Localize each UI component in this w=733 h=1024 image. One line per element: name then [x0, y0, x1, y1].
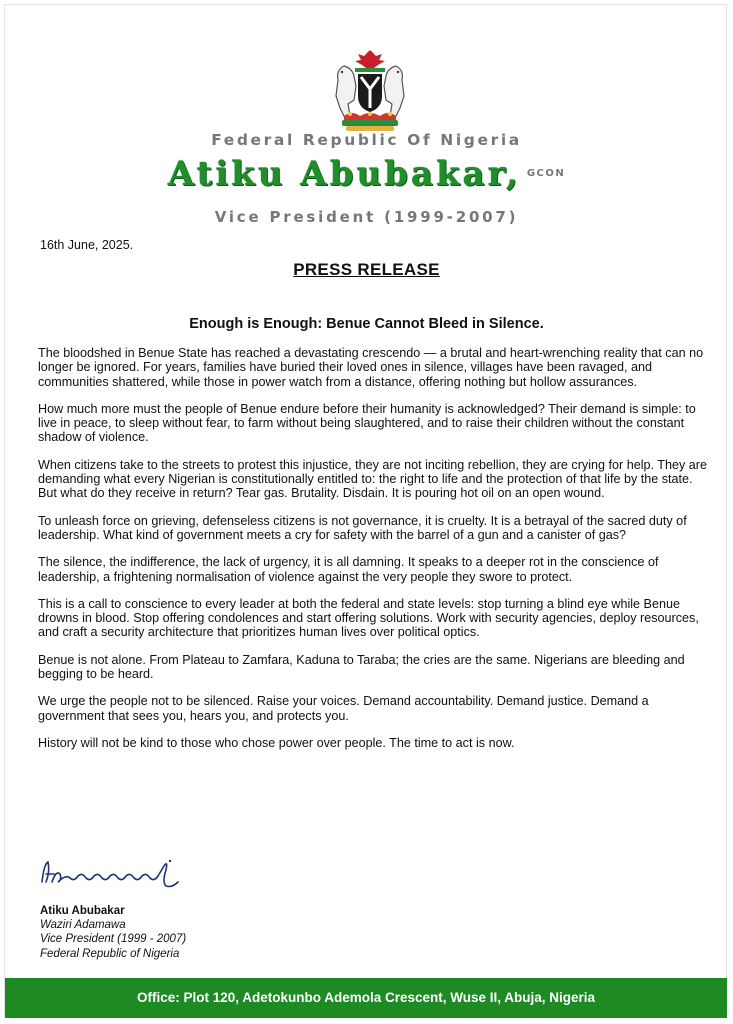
- paragraph: To unleash force on grieving, defenseless citizens is not governance, it is cruelty. It is a betrayal of the sacred duty of leadership. What kind of government meets a cry for safety with the barrel of a gun and a canister of gas?: [38, 513, 687, 542]
- headline: Enough is Enough: Benue Cannot Bleed in Silence.: [189, 316, 544, 332]
- organization-name: Federal Republic Of Nigeria: [211, 131, 522, 149]
- honor-title: GCON: [526, 168, 566, 179]
- signatory-title-line: Waziri Adamawa: [40, 919, 126, 932]
- signatory-name: Atiku Abubakar: [40, 905, 125, 917]
- letterhead-name-row: [0, 154, 733, 194]
- paragraph: History will not be kind to those who chose power over people. The time to act is now.: [38, 735, 515, 750]
- signature-block: [40, 904, 186, 961]
- paragraph: When citizens take to the streets to protest this injustice, they are not inciting rebellion, they are crying for help. They are demanding what every Nigerian is constitutionally entitled to: the right to life and the protection of that life by the state. But what do they receive in return? Tear gas. Brutality. Disdain. It is pouring hot oil on an open wound.: [38, 457, 707, 501]
- office-address-footer: Office: Plot 120, Adetokunbo Ademola Crescent, Wuse II, Abuja, Nigeria: [5, 978, 727, 1018]
- coat-of-arms-icon: [322, 46, 418, 134]
- paragraph: The silence, the indifference, the lack of urgency, it is all damning. It speaks to a deeper rot in the conscience of leadership, a frightening normalisation of violence against the very people they swore to protect.: [38, 555, 659, 584]
- paragraph: Benue is not alone. From Plateau to Zamfara, Kaduna to Taraba; the cries are the same. Nigerians are bleeding and begging to be heard.: [38, 652, 685, 682]
- sender-name: Atiku Abubakar,: [167, 154, 521, 194]
- document-heading: PRESS RELEASE: [293, 260, 440, 279]
- release-date: 16th June, 2025.: [40, 238, 134, 252]
- signatory-title-line: Federal Republic of Nigeria: [40, 947, 180, 960]
- paragraph: This is a call to conscience to every leader at both the federal and state levels: stop turning a blind eye while Benue drowns in blood. Stop offering condolences and start offering solutions. Work with security agencies, deploy resources, and craft a security architecture that prioritizes human lives over political optics.: [38, 596, 699, 640]
- signature-icon: [38, 852, 198, 896]
- paragraph: We urge the people not to be silenced. Raise your voices. Demand accountability. Demand justice. Demand a government that sees you, hears you, and protects you.: [38, 694, 649, 723]
- body-text: [38, 346, 714, 763]
- sender-title: Vice President (1999-2007): [214, 208, 519, 226]
- paragraph: How much more must the people of Benue endure before their humanity is acknowledged? Their demand is simple: to live in peace, to sleep without fear, to farm without being slaughtered, and to raise their children without the constant shadow of violence.: [38, 401, 696, 445]
- signatory-title-line: Vice President (1999 - 2007): [40, 933, 187, 946]
- paragraph: The bloodshed in Benue State has reached a devastating crescendo — a brutal and heart-wrenching reality that can no longer be ignored. For years, families have buried their loved ones in silence, villages have been ravaged, and communities shattered, while those in power watch from a distance, offering nothing but hollow assurances.: [38, 346, 704, 389]
